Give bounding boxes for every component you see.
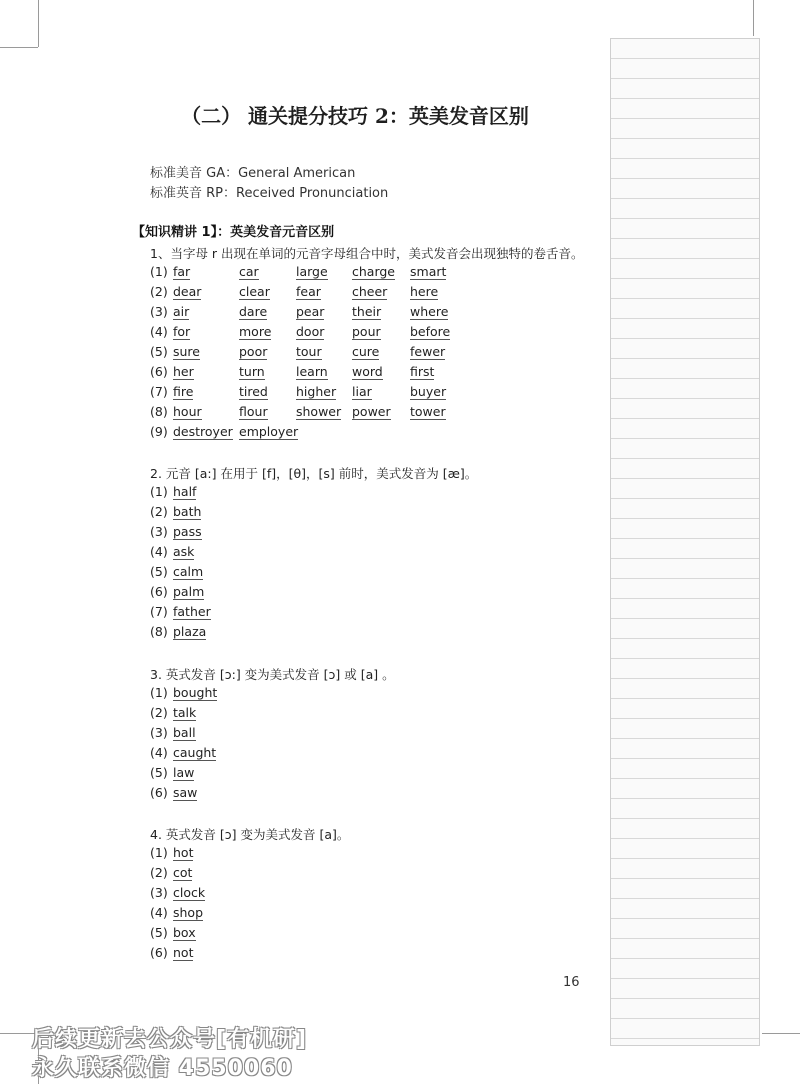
ruled-line <box>611 379 759 399</box>
item-number: (2) <box>150 705 168 720</box>
item-number: (5) <box>150 925 168 940</box>
item-number: (1) <box>150 685 168 700</box>
ruled-line <box>611 499 759 519</box>
example-word: cheer <box>352 284 388 299</box>
ruled-line <box>611 39 759 59</box>
example-word: charge <box>352 264 395 279</box>
ruled-line <box>611 59 759 79</box>
example-word: caught <box>173 745 217 760</box>
example-word: ask <box>173 544 195 559</box>
instruction: 4. 英式发音 [ɔ] 变为美式发音 [a]。 <box>150 827 350 842</box>
ruled-line <box>611 739 759 759</box>
example-word: fear <box>296 284 321 299</box>
item-number: (8) <box>150 404 168 419</box>
ruled-line <box>611 1019 759 1039</box>
intro-line: 标准美音 GA：General American <box>150 166 356 181</box>
example-word: hour <box>173 404 202 419</box>
crop-mark <box>753 0 754 36</box>
example-word: poor <box>239 344 268 359</box>
example-word: tired <box>239 384 268 399</box>
ruled-line <box>611 199 759 219</box>
ruled-line <box>611 659 759 679</box>
example-word: ball <box>173 725 196 740</box>
example-word: calm <box>173 564 204 579</box>
item-number: (3) <box>150 885 168 900</box>
example-word: dear <box>173 284 202 299</box>
ruled-line <box>611 319 759 339</box>
item-number: (3) <box>150 524 168 539</box>
ruled-line <box>611 779 759 799</box>
item-number: (6) <box>150 945 168 960</box>
example-word: flour <box>239 404 268 419</box>
ruled-line <box>611 799 759 819</box>
page-title: （二） 通关提分技巧 2：英美发音区别 <box>181 104 529 128</box>
example-word: door <box>296 324 325 339</box>
example-word: saw <box>173 785 198 800</box>
example-word: fewer <box>410 344 446 359</box>
ruled-line <box>611 279 759 299</box>
notes-column <box>610 38 760 1046</box>
item-number: (7) <box>150 604 168 619</box>
instruction: 2. 元音 [a:] 在用于 [f]，[θ]，[s] 前时，美式发音为 [æ]。 <box>150 466 478 481</box>
ruled-line <box>611 719 759 739</box>
example-word: fire <box>173 384 194 399</box>
item-number: (5) <box>150 344 168 359</box>
item-number: (5) <box>150 564 168 579</box>
ruled-line <box>611 599 759 619</box>
ruled-line <box>611 239 759 259</box>
ruled-line <box>611 939 759 959</box>
ruled-line <box>611 359 759 379</box>
ruled-line <box>611 759 759 779</box>
example-word: car <box>239 264 259 279</box>
example-word: their <box>352 304 382 319</box>
example-word: before <box>410 324 451 339</box>
ruled-line <box>611 339 759 359</box>
example-word: buyer <box>410 384 447 399</box>
item-number: (1) <box>150 264 168 279</box>
item-number: (4) <box>150 905 168 920</box>
example-word: hot <box>173 845 194 860</box>
example-word: power <box>352 404 391 419</box>
example-word: pour <box>352 324 381 339</box>
example-word: shower <box>296 404 342 419</box>
example-word: large <box>296 264 328 279</box>
item-number: (7) <box>150 384 168 399</box>
example-word: not <box>173 945 194 960</box>
example-word: liar <box>352 384 372 399</box>
intro <box>150 164 388 204</box>
example-word: first <box>410 364 435 379</box>
example-word: higher <box>296 384 337 399</box>
ruled-line <box>611 479 759 499</box>
example-word: shop <box>173 905 204 920</box>
item-number: (6) <box>150 785 168 800</box>
item-number: (6) <box>150 584 168 599</box>
example-word: more <box>239 324 272 339</box>
item-number: (2) <box>150 284 168 299</box>
example-word: clear <box>239 284 270 299</box>
example-word: cot <box>173 865 193 880</box>
item-number: (1) <box>150 845 168 860</box>
item-number: (6) <box>150 364 168 379</box>
example-word: turn <box>239 364 265 379</box>
item-number: (4) <box>150 745 168 760</box>
ruled-line <box>611 179 759 199</box>
example-word: clock <box>173 885 206 900</box>
ruled-line <box>611 679 759 699</box>
instruction: 1、当字母 r 出现在单词的元音字母组合中时，美式发音会出现独特的卷舌音。 <box>150 246 584 261</box>
item-number: (2) <box>150 865 168 880</box>
item-number: (9) <box>150 424 168 439</box>
ruled-line <box>611 699 759 719</box>
example-word: pear <box>296 304 325 319</box>
ruled-line <box>611 399 759 419</box>
example-word: smart <box>410 264 447 279</box>
instruction: 3. 英式发音 [ɔ:] 变为美式发音 [ɔ] 或 [a] 。 <box>150 667 395 682</box>
watermark-line: 后续更新去公众号[有机研] <box>32 1027 308 1052</box>
ruled-line <box>611 619 759 639</box>
intro-line: 标准英音 RP：Received Pronunciation <box>150 186 389 201</box>
example-word: tower <box>410 404 446 419</box>
watermark-line: 永久联系微信 4550060 <box>32 1056 293 1081</box>
item-number: (4) <box>150 324 168 339</box>
example-word: bath <box>173 504 202 519</box>
example-word: her <box>173 364 194 379</box>
example-word: talk <box>173 705 197 720</box>
example-word: bought <box>173 685 218 700</box>
example-word: where <box>410 304 449 319</box>
ruled-line <box>611 959 759 979</box>
ruled-line <box>611 999 759 1019</box>
ruled-line <box>611 439 759 459</box>
ruled-line <box>611 219 759 239</box>
ruled-line <box>611 159 759 179</box>
example-word: pass <box>173 524 202 539</box>
item-number: (4) <box>150 544 168 559</box>
example-word: air <box>173 304 190 319</box>
ruled-line <box>611 979 759 999</box>
example-word: cure <box>352 344 380 359</box>
item-number: (3) <box>150 725 168 740</box>
example-word: learn <box>296 364 328 379</box>
example-word: law <box>173 765 195 780</box>
item-number: (2) <box>150 504 168 519</box>
example-word: dare <box>239 304 268 319</box>
example-word: tour <box>296 344 322 359</box>
ruled-line <box>611 819 759 839</box>
ruled-line <box>611 559 759 579</box>
ruled-line <box>611 899 759 919</box>
item-number: (1) <box>150 484 168 499</box>
ruled-line <box>611 79 759 99</box>
crop-mark <box>762 1033 800 1034</box>
example-word: far <box>173 264 191 279</box>
example-word: employer <box>239 424 299 439</box>
ruled-line <box>611 539 759 559</box>
ruled-line <box>611 139 759 159</box>
section-heading: 【知识精讲 1】：英美发音元音区别 <box>132 225 335 240</box>
ruled-line <box>611 639 759 659</box>
ruled-line <box>611 879 759 899</box>
ruled-line <box>611 859 759 879</box>
ruled-line <box>611 299 759 319</box>
item-number: (8) <box>150 624 168 639</box>
example-word: palm <box>173 584 205 599</box>
page-number: 16 <box>563 975 580 990</box>
item-number: (3) <box>150 304 168 319</box>
example-word: for <box>173 324 191 339</box>
example-word: here <box>410 284 439 299</box>
example-word: box <box>173 925 196 940</box>
ruled-line <box>611 919 759 939</box>
example-word: father <box>173 604 211 619</box>
example-word: word <box>352 364 383 379</box>
ruled-line <box>611 259 759 279</box>
ruled-line <box>611 459 759 479</box>
crop-mark <box>38 0 39 47</box>
ruled-line <box>611 519 759 539</box>
example-word: destroyer <box>173 424 233 439</box>
example-word: plaza <box>173 624 207 639</box>
item-number: (5) <box>150 765 168 780</box>
ruled-line <box>611 839 759 859</box>
ruled-line <box>611 419 759 439</box>
ruled-line <box>611 579 759 599</box>
example-word: half <box>173 484 197 499</box>
crop-mark <box>0 47 38 48</box>
example-word: sure <box>173 344 200 359</box>
